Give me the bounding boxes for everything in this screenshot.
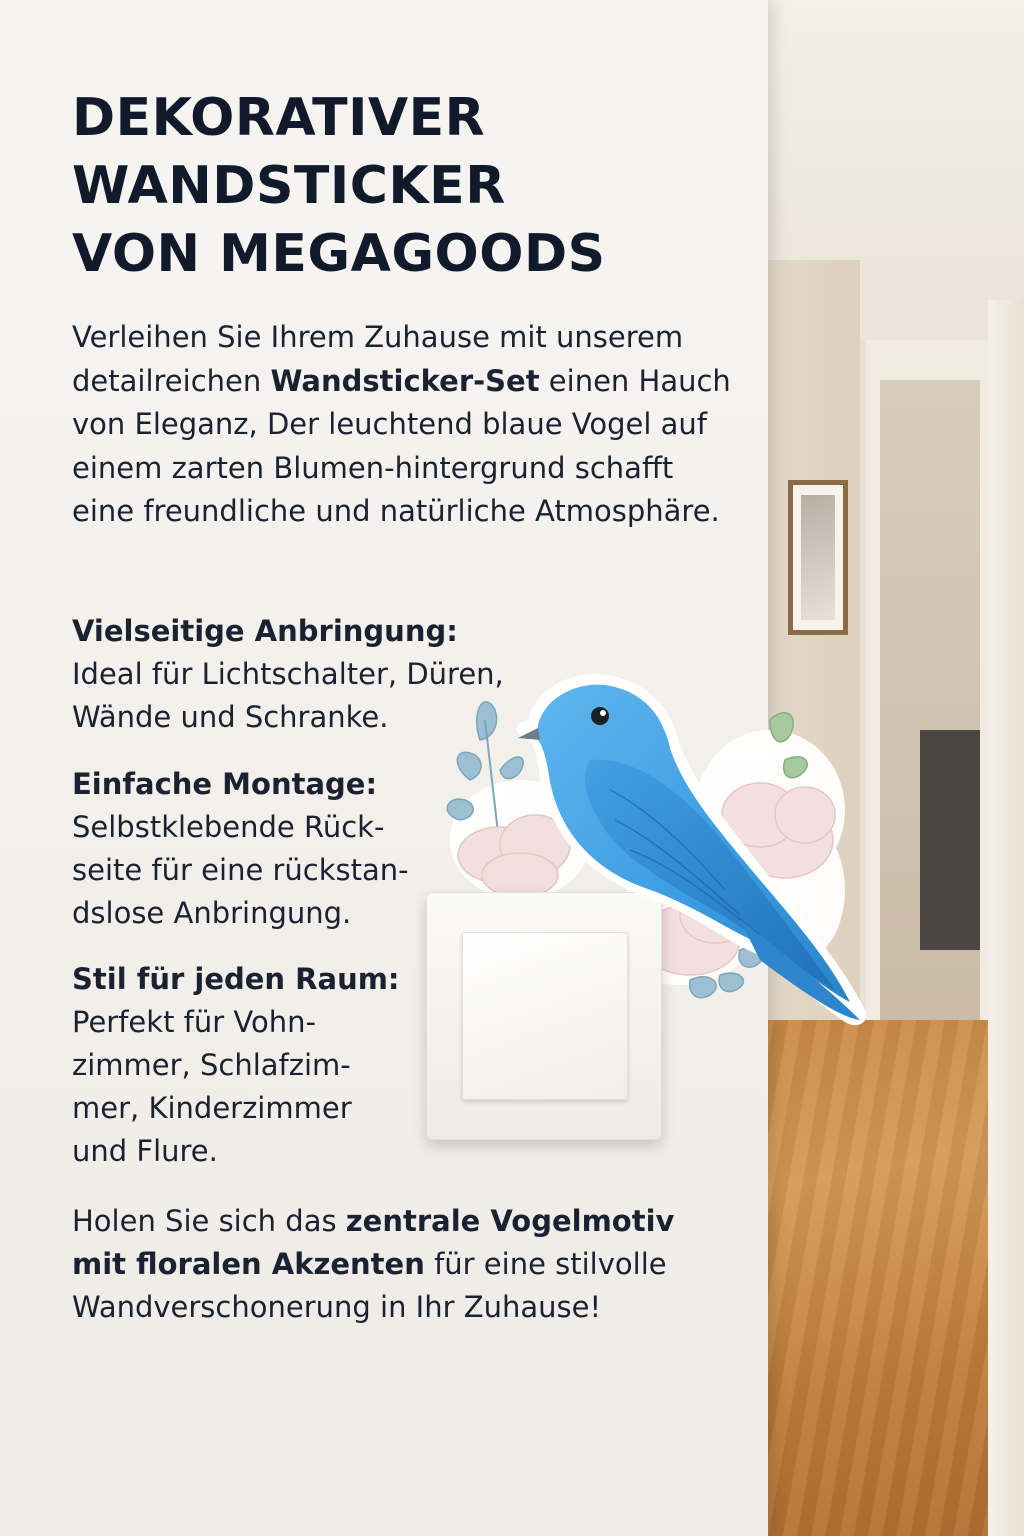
- feature-heading: Einfache Montage:: [72, 767, 378, 801]
- page-title: [72, 84, 712, 288]
- door-frame: [988, 300, 1024, 1536]
- hallway-ceiling: [760, 0, 1024, 300]
- intro-paragraph: [72, 316, 732, 534]
- intro-text: einen Hauch von Eleganz, Der leuchtend blaue Vogel auf einem zarten Blumen-hintergrund schafft eine freundliche und natürliche Atmosphäre.: [72, 363, 731, 528]
- closing-text: für eine stilvolle Wandverschonerung in Ihr Zuhause!: [72, 1247, 667, 1324]
- hallway-furniture: [920, 730, 980, 950]
- wooden-floor: [760, 1020, 1024, 1536]
- feature-style: [72, 958, 402, 1173]
- closing-paragraph: [72, 1200, 732, 1329]
- blue-bird-sticker-icon: [440, 650, 880, 1070]
- feature-heading: Stil für jeden Raum:: [72, 962, 400, 996]
- intro-highlight: Wandsticker-Set: [270, 363, 540, 398]
- closing-highlight: zentrale Vogelmotiv mit floralen Akzenten: [72, 1204, 675, 1281]
- feature-text: Ideal für Lichtschalter, Düren, Wände und Schranke.: [72, 657, 504, 734]
- feature-mounting: [72, 763, 452, 935]
- closing-text: Holen Sie sich das: [72, 1204, 346, 1238]
- title-line: WANDSTICKER: [72, 156, 506, 216]
- intro-text: Verleihen Sie Ihrem Zuhause mit unserem detailreichen: [72, 320, 684, 398]
- feature-text: Perfekt für Vohn-zimmer, Schlafzim-mer, Kinderzimmer und Flure.: [72, 1005, 352, 1168]
- title-line: DEKORATIVER: [72, 88, 486, 148]
- picture-frame: [788, 480, 848, 635]
- feature-heading: Vielseitige Anbringung:: [72, 614, 458, 648]
- title-line: VON MEGAGOODS: [72, 224, 606, 284]
- feature-text: Selbstklebende Rück-seite für eine rückstan-dslose Anbringung.: [72, 810, 409, 930]
